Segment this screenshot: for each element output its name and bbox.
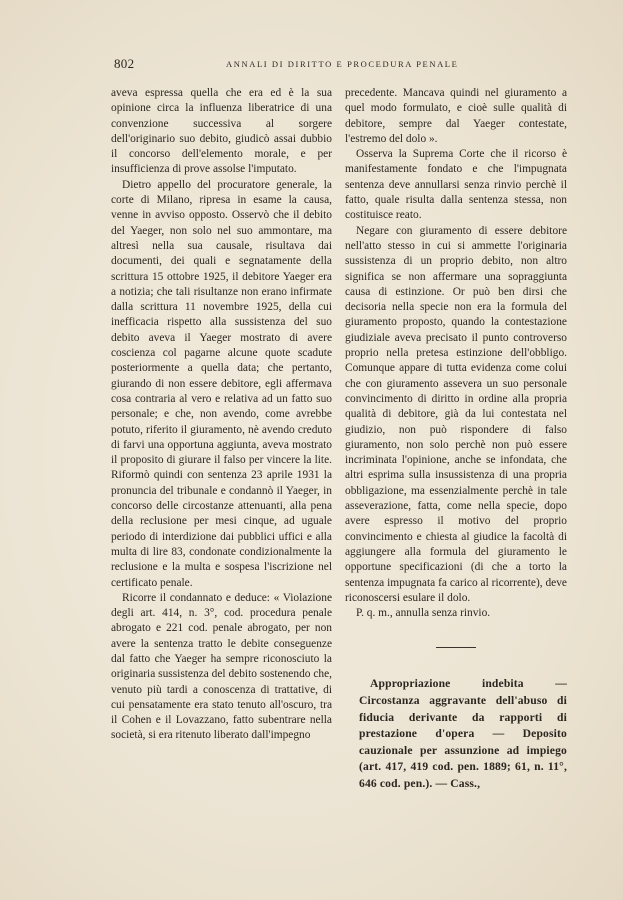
paragraph: Dietro appello del procuratore generale, la corte di Milano, ripresa in esame la causa, venne in avviso opposto. Osservò che il debito del Yaeger, non solo nel suo ammontare, ma altresì nella sua causale, risultava dai documenti, dei quali e segnatamente della scrittura 15 ottobre 1925, il debitore Yaeger era a notizia; che tali risultanze non erano infirmate dalla scrittura 11 novembre 1925, della cui inefficacia rispetto alla sussistenza del suo debito aveva il Yaeger mostrato di avere coscienza col pagarne alcune quote scadute posteriormente a quella data; che pertanto, giurando di non essere debitore, egli affermava cosa contraria al vero e relativa ad un fatto suo personale; e che, non avendo, come avrebbe potuto, riferito il giuramento, nè avendo creduto di farvi una opportuna aggiunta, aveva mostrato il proposito di giurare il falso per vincere la lite. Riformò quindi con sentenza 23 aprile 1931 la pronuncia del tribunale e condannò il Yaeger, in concorso delle circostanze attenuanti, alla pena della reclusione per mesi cinque, ad uguale periodo di interdizione dai pubblici uffici e alla multa di lire 83, condonate condizionalmente la reclusione e la multa e sospesa l'iscrizione nel certificato penale.	[111, 178, 332, 589]
running-head: ANNALI DI DIRITTO E PROCEDURA PENALE	[226, 59, 459, 69]
paragraph: Osserva la Suprema Corte che il ricorso è manifestamente fondato e che l'impugnata sentenza deve annullarsi senza rinvio perchè il fatto, quale risulta dalla sentenza stessa, non costituisce reato.	[345, 148, 567, 222]
paragraph: P. q. m., annulla senza rinvio.	[356, 607, 491, 620]
paragraph: precedente. Mancava quindi nel giuramento a quel modo formulato, e cioè sulle qualità di debitore, sempre dal Yaeger contestate, l'estremo del dolo ».	[345, 87, 567, 145]
case-heading: Appropriazione indebita — Circostanza aggravante dell'abuso di fiducia derivante da rapporti di prestazione d'opera — Deposito cauzionale per assunzione ad impiego (art. 417, 419 cod. pen. 1889; 61, n. 11°, 646 cod. pen.). — Cass.,	[359, 677, 567, 790]
left-column	[111, 86, 332, 744]
paragraph: Negare con giuramento di essere debitore nell'atto stesso in cui si ammette l'originaria sussistenza di un proprio debito, non altro significa se non affermare una sopraggiunta causa di estinzione. Or può ben dirsi che decisoria nella specie non era la formula del giuramento proposto, quando la contestazione giudiziale aveva precisato il punto controverso proprio nella pretesa estinzione dell'obbligo. Comunque appare di tutta evidenza come colui che con giuramento assevera un suo personale convincimento di diritto in ordine alla propria qualità di debitore, già da lui contestata nel giudizio, non può rispondere di falso giuramento, non solo perchè non può essere incriminata l'opinione, anche se infondata, che altri esprima sulla insussistenza di una propria obbligazione, ma essenzialmente perchè in tale asseverazione, fatta, come nella specie, dopo avere espresso il motivo del proprio convincimento e chiesta al giudice la facoltà di aggiungere alla formula del giuramento le opportune specificazioni (di che a torto la sentenza impugnata fa carico al ricorrente), deve riconoscersi esulare il dolo.	[345, 224, 567, 604]
page-number: 802	[114, 56, 135, 71]
section-divider	[436, 647, 476, 648]
paragraph: aveva espressa quella che era ed è la sua opinione circa la influenza liberatrice di una convenzione successiva al sorgere dell'originario suo debito, giudicò assai dubbio il concorso dell'elemento morale, e per insufficienza di prove assolse l'imputato.	[111, 87, 332, 176]
paragraph: Ricorre il condannato e deduce: « Violazione degli art. 414, n. 3°, cod. procedura penale abrogato e 221 cod. penale abrogato, per non avere la sentenza tratto le debite conseguenze dal fatto che Yaeger ha sempre riconosciuto la originaria sussistenza del debito sostenendo che, venuto più tardi a conoscenza di trattative, di cui pensatamente era stato tenuto all'oscuro, tra il Cohen e il Lovazzano, fatto subentrare nella società, si era ritenuto liberato dall'impegno	[111, 591, 332, 742]
right-column	[345, 86, 567, 793]
page-header	[114, 56, 554, 72]
